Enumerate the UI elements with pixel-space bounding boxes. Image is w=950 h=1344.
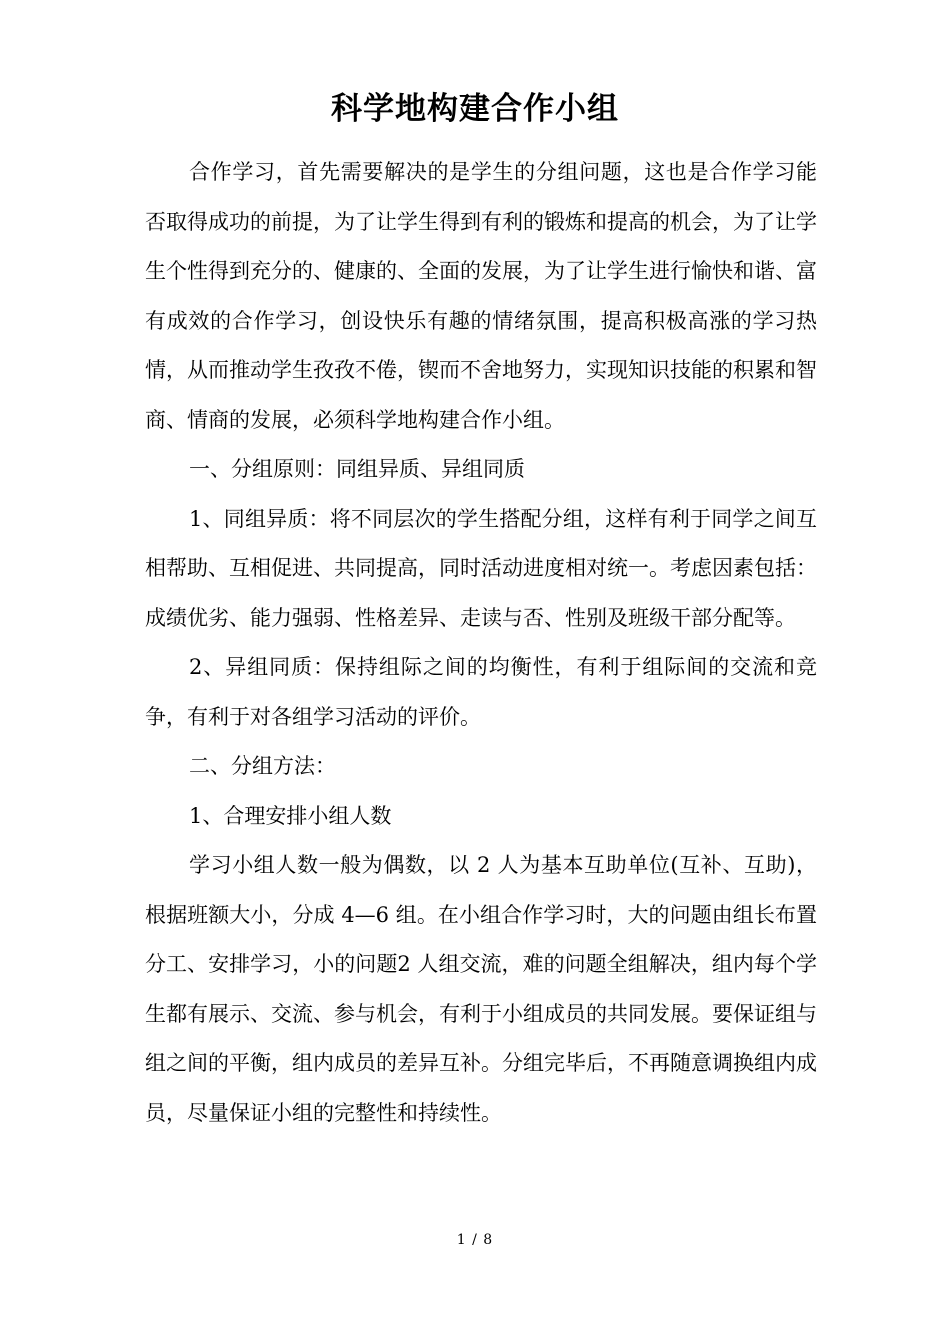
- section-heading-methods: 二、分组方法：: [189, 754, 336, 778]
- page-title: 科学地构建合作小组: [331, 91, 619, 127]
- page-number: 1 / 8: [456, 1232, 494, 1248]
- document-body: [145, 148, 817, 1138]
- principle-paragraph-1: 1、同组异质：将不同层次的学生搭配分组，这样有利于同学之间互相帮助、互相促进、共同提高，同时活动进度相对统一。考虑因素包括：成绩优劣、能力强弱、性格差异、走读与否、性别及班级干部分配等。: [145, 506, 817, 630]
- method-heading-1: 1、合理安排小组人数: [189, 803, 392, 828]
- principle-paragraph-2: 2、异组同质：保持组际之间的均衡性，有利于组际间的交流和竞争，有利于对各组学习活动的评价。: [145, 655, 817, 729]
- method-paragraph-1: 学习小组人数一般为偶数，以 2 人为基本互助单位(互补、互助)，根据班额大小，分成 4—6 组。在小组合作学习时，大的问题由组长布置分工、安排学习，小的问题2 人组交流，难的问题全组解决，组内每个学生都有展示、交流、参与机会，有利于小组成员的共同发展。要保证组与组之间的平衡，组内成员的差异互补。分组完毕后，不再随意调换组内成员，尽量保证小组的完整性和持续性。: [145, 853, 817, 1125]
- intro-paragraph: 合作学习，首先需要解决的是学生的分组问题，这也是合作学习能否取得成功的前提，为了让学生得到有利的锻炼和提高的机会，为了让学生个性得到充分的、健康的、全面的发展，为了让学生进行愉快和谐、富有成效的合作学习，创设快乐有趣的情绪氛围，提高积极高涨的学习热情，从而推动学生孜孜不倦，锲而不舍地努力，实现知识技能的积累和智商、情商的发展，必须科学地构建合作小组。: [145, 160, 817, 432]
- section-heading-principles: 一、分组原则：同组异质、异组同质: [189, 457, 525, 481]
